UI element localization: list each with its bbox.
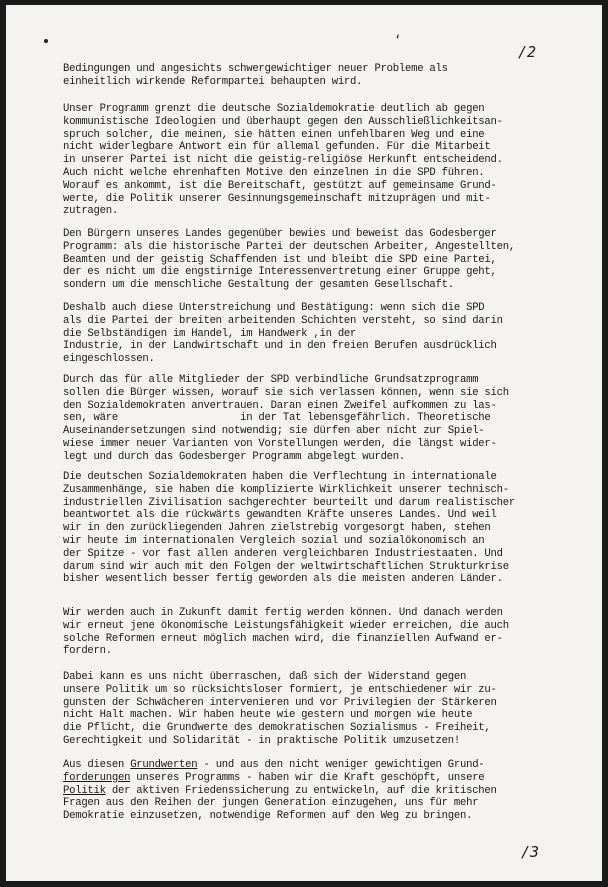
text-line: sen, wäre in der Tat lebensgefährlich. Theoretische bbox=[63, 412, 491, 425]
text-line: Auch nicht welche ehrenhaften Motive den einzelnen in die SPD führen. bbox=[63, 166, 485, 179]
text-line: Unser Programm grenzt die deutsche Sozialdemokratie deutlich ab gegen bbox=[63, 103, 485, 115]
text-line: nicht Halt machen. Wir haben heute wie gestern und morgen wie heute bbox=[63, 709, 473, 722]
text-line: solche Reformen erneut möglich machen wird, die finanziellen Aufwand er- bbox=[63, 632, 503, 645]
text-line: kommunistische Ideologien und überhaupt gegen den Ausschließlichkeitsan- bbox=[63, 115, 503, 128]
text-line: Die deutschen Sozialdemokraten haben die Verflechtung in internationale bbox=[63, 471, 497, 483]
text-line: legt und durch das Godesberger Programm abgelegt wurden. bbox=[63, 450, 406, 463]
text-line: einheitlich wirkende Reformpartei behaupten wird. bbox=[63, 75, 363, 88]
text-line: Bedingungen und angesichts schwergewichtiger neuer Probleme als bbox=[63, 63, 448, 75]
text-line: den Sozialdemokraten anvertrauen. Daran einen Zweifel aufkommen zu las- bbox=[63, 399, 497, 412]
paragraph bbox=[63, 374, 601, 464]
text-line: Worauf es ankommt, ist die Bereitschaft, gestützt auf gemeinsame Grund- bbox=[63, 179, 497, 192]
text-line: beantwortet als die rückwärts gewandten Kräfte unseres Landes. Und weil bbox=[63, 509, 497, 522]
text-line: eingeschlossen. bbox=[63, 353, 155, 366]
text-line: wir in den zurückliegenden Jahren zielstrebig vorgesorgt haben, stehen bbox=[63, 522, 491, 535]
text-line: unsere Politik um so rücksichtsloser formiert, je entschiedener wir zu- bbox=[63, 683, 497, 696]
text-line: die Selbständigen im Handel, im Handwerk ,in der bbox=[63, 327, 357, 340]
text-line: gunsten der Schwächeren intervenieren und vor Privilegien der Stärkeren bbox=[63, 696, 497, 709]
text-line: der Spitze - vor fast allen anderen vergleichbaren Industriestaaten. Und bbox=[63, 547, 503, 560]
text-line: Zusammenhänge, sie haben die komplizierte Wirklichkeit unserer technisch- bbox=[63, 483, 509, 496]
text-line: zutragen. bbox=[63, 205, 118, 218]
punch-mark bbox=[44, 39, 48, 43]
text-line: der es nicht um die engstirnige Interessenvertretung einer Gruppe geht, bbox=[63, 266, 497, 279]
text-line: Aus diesen Grundwerten - und aus den nicht weniger gewichtigen Grund- bbox=[63, 759, 485, 771]
text-line: wiese immer neuer Varianten von Vorstellungen werden, die längst wider- bbox=[63, 437, 497, 450]
text-line: spruch solcher, die meinen, sie hätten einen unfehlbaren Weg und eine bbox=[63, 128, 485, 141]
text-line: Programm: als die historische Partei der deutschen Arbeiter, Angestellten, bbox=[63, 240, 515, 253]
page-number-top: /2 bbox=[518, 43, 537, 61]
text-line: Gerechtigkeit und Solidarität - in praktische Politik umzusetzen! bbox=[63, 734, 460, 747]
text-line: Industrie, in der Landwirtschaft und in den freien Berufen ausdrücklich bbox=[63, 340, 497, 353]
text-line: Durch das für alle Mitglieder der SPD verbindliche Grundsatzprogramm bbox=[63, 374, 479, 386]
page-number-bottom: /3 bbox=[521, 843, 540, 861]
text-line: sondern um die menschliche Gestaltung der gesamten Gesellschaft. bbox=[63, 279, 454, 292]
text-line: Auseinandersetzungen sind notwendig; sie dürfen aber nicht zur Spiel- bbox=[63, 425, 485, 438]
text-line: bisher wesentlich besser fertig geworden als die meisten anderen Länder. bbox=[63, 573, 503, 586]
paragraph bbox=[63, 63, 601, 89]
text-line: Wir werden auch in Zukunft damit fertig werden können. Und danach werden bbox=[63, 607, 503, 619]
text-line: fordern. bbox=[63, 645, 112, 658]
paragraph bbox=[63, 671, 601, 748]
text-line: Demokratie einzusetzen, notwendige Reformen auf den Weg zu bringen. bbox=[63, 810, 473, 823]
text-line: sollen die Bürger wissen, worauf sie sich verlassen können, wenn sie sich bbox=[63, 386, 509, 399]
text-line: nicht widerlegbare Antwort ein für allemal gefunden. Für die Mitarbeit bbox=[63, 141, 491, 154]
text-line: die Pflicht, die Grundwerte des demokratischen Sozialismus - Freiheit, bbox=[63, 722, 491, 735]
paragraph bbox=[63, 607, 601, 658]
text-line: Fragen aus den Reihen der jungen Generation einzugehen, uns für mehr bbox=[63, 797, 479, 810]
text-line: als die Partei der breiten arbeitenden Schichten versteht, so sind darin bbox=[63, 314, 503, 327]
document-page bbox=[6, 5, 602, 881]
tick-mark: ‘ bbox=[394, 33, 402, 47]
paragraph bbox=[63, 759, 601, 823]
text-line: darum sind wir auch mit den Folgen der weltwirtschaftlichen Strukturkrise bbox=[63, 560, 509, 573]
text-line: Politik der aktiven Friedenssicherung zu entwickeln, auf die kritischen bbox=[63, 784, 497, 797]
underlined-text: Grundwerten bbox=[130, 759, 198, 771]
paragraph bbox=[63, 228, 601, 292]
paragraph bbox=[63, 302, 601, 366]
text-line: in unserer Partei ist nicht die geistig-religiöse Herkunft entscheidend. bbox=[63, 154, 503, 167]
text-line: industriellen Zivilisation sachgerechter beurteilt und darum realistischer bbox=[63, 496, 515, 509]
underlined-text: Politik bbox=[63, 784, 106, 797]
text-line: werte, die Politik unserer Gesinnungsgemeinschaft mitzuprägen und mit- bbox=[63, 192, 491, 205]
text-line: Deshalb auch diese Unterstreichung und Bestätigung: wenn sich die SPD bbox=[63, 302, 485, 314]
text-line: wir heute im internationalen Vergleich sozial und sozialökonomisch an bbox=[63, 534, 485, 547]
paragraph bbox=[63, 103, 601, 218]
text-line: Dabei kann es uns nicht überraschen, daß sich der Widerstand gegen bbox=[63, 671, 467, 683]
text-line: Den Bürgern unseres Landes gegenüber bewies und beweist das Godesberger bbox=[63, 228, 497, 240]
paragraph bbox=[63, 471, 601, 586]
text-line: forderungen unseres Programms - haben wir die Kraft geschöpft, unsere bbox=[63, 771, 485, 784]
underlined-text: forderungen bbox=[63, 771, 131, 784]
text-line: Beamten und der geistig Schaffenden ist und bleibt die SPD eine Partei, bbox=[63, 253, 497, 266]
text-line: wir erneut jene ökonomische Leistungsfähigkeit wieder erreichen, die auch bbox=[63, 619, 509, 632]
